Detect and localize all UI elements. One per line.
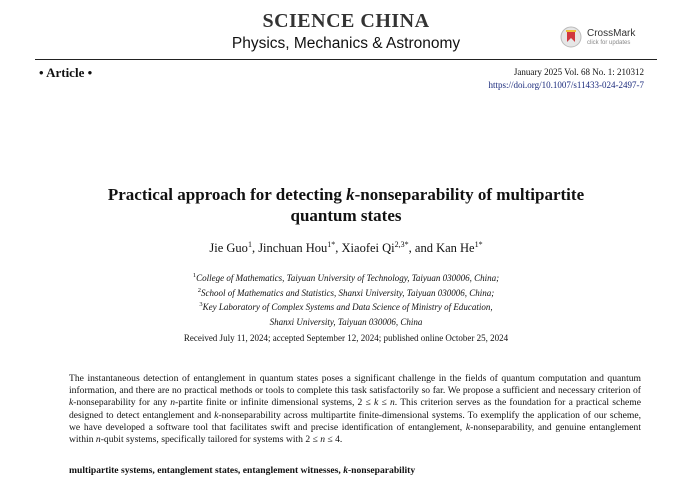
affiliations — [40, 270, 652, 328]
title-line2: quantum states — [290, 206, 402, 225]
doi-link[interactable]: https://doi.org/10.1007/s11433-024-2497-7 — [488, 80, 644, 90]
crossmark-name: CrossMark — [587, 28, 636, 39]
journal-subtitle: Physics, Mechanics & Astronomy — [231, 35, 461, 52]
paper-title — [40, 184, 652, 226]
journal-title: SCIENCE CHINA — [262, 10, 430, 32]
crossmark-sub: click for updates — [587, 40, 631, 46]
affiliation: $^1$College of Mathematics, Taiyuan University of Technology, Taiyuan 030006, China; — [192, 272, 500, 283]
article-type: • Article • — [39, 65, 93, 80]
affiliation: $^3$Key Laboratory of Complex Systems and Data Science of Ministry of Education, — [199, 301, 493, 312]
author: Kan $He^{1*}$ — [436, 240, 483, 256]
keywords: multipartite systems, entanglement states, entanglement witnesses, k-nonseparability — [69, 465, 416, 476]
author: Jinchuan Hou$^{1*}$, — [258, 240, 342, 256]
author: Xiaofei $Qi^{2,3*}$, and — [341, 240, 437, 256]
crossmark-icon — [560, 26, 582, 48]
title-part1: Practical approach for detecting — [107, 185, 347, 204]
crossmark-badge[interactable] — [560, 26, 672, 54]
header-rule — [35, 59, 657, 60]
issue-info: January 2025 Vol. 68 No. 1: 210312 — [513, 67, 644, 77]
affiliation: $^2$School of Mathematics and Statistics, Shanxi University, Taiyuan 030006, China; — [197, 286, 495, 298]
title-k: k — [346, 185, 355, 204]
title-part2: -nonseparability of multipartite — [354, 185, 585, 204]
received-dates: Received July 11, 2024; accepted September 12, 2024; published online October 25, 2024 — [183, 333, 509, 343]
author: Jie Guo$^1$, — [209, 240, 259, 256]
abstract: The instantaneous detection of entanglement in quantum states poses a significant challenge in the fields of quantum computation and quantum information, and there are no practical methods or tools to complete this task satisfactorily so far. We propose a sufficient and necessary criterion of k-nonseparability for any n-partite finite or infinite dimensional systems, 2 ≤ k ≤ n. This criterion serves as the foundation for a practical scheme designed to detect entanglement and k-nonseparability across multipartite finite-dimensional systems. To exemplify the application of our scheme, we have developed a software tool that facilitates swift and precise identification of entanglement, k-nonseparability, and genuine entanglement within n-qubit systems, specifically tailored for systems with 2 ≤ n ≤ 4. — [69, 373, 642, 446]
author-list — [40, 240, 652, 256]
affiliation: Shanxi University, Taiyuan 030006, China — [269, 316, 423, 327]
